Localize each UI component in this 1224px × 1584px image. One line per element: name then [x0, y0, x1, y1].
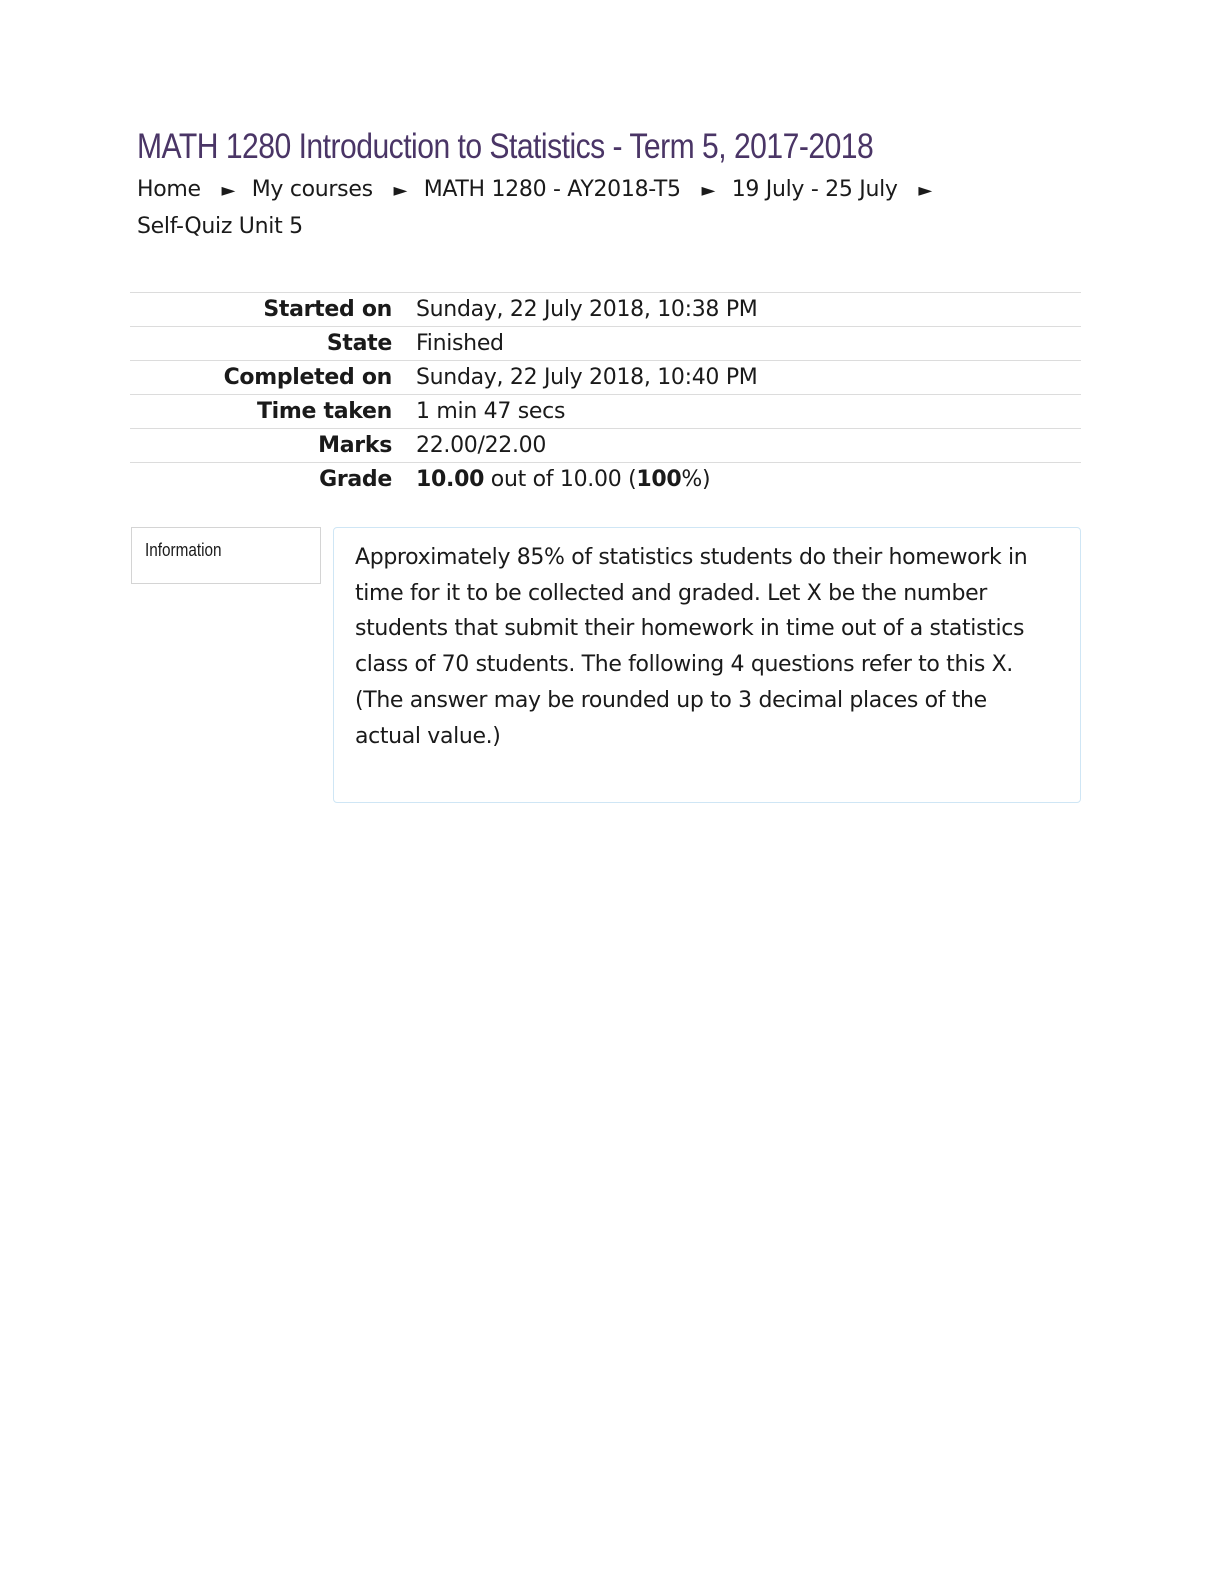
breadcrumb-quiz-link[interactable]: Self-Quiz Unit 5 — [137, 214, 303, 239]
breadcrumb-separator-icon: ► — [393, 180, 407, 201]
state-label: State — [326, 331, 392, 356]
grade-suffix: %) — [681, 467, 711, 493]
grade-score: 10.00 — [416, 467, 485, 493]
grade-percent: 100 — [636, 467, 682, 493]
breadcrumb-course-link[interactable]: MATH 1280 - AY2018-T5 — [423, 177, 681, 202]
summary-row-started-on — [130, 293, 1081, 327]
summary-row-completed-on — [130, 361, 1081, 395]
grade-out-of: out of 10.00 ( — [484, 467, 637, 493]
completed-on-label: Completed on — [223, 365, 392, 390]
quiz-summary-table — [130, 292, 1081, 497]
marks-value: 22.00/22.00 — [416, 433, 547, 458]
marks-label: Marks — [318, 433, 392, 458]
information-label: Information — [145, 540, 222, 560]
information-content-box — [333, 527, 1081, 803]
completed-on-value: Sunday, 22 July 2018, 10:40 PM — [416, 365, 758, 390]
summary-row-state — [130, 327, 1081, 361]
breadcrumb-my-courses-link[interactable]: My courses — [251, 177, 373, 202]
breadcrumb-separator-icon: ► — [701, 180, 715, 201]
summary-row-time-taken — [130, 395, 1081, 429]
breadcrumb — [137, 172, 957, 245]
summary-row-marks — [130, 429, 1081, 463]
breadcrumb-home-link[interactable]: Home — [137, 177, 201, 202]
breadcrumb-separator-icon: ► — [918, 180, 932, 201]
grade-label: Grade — [319, 467, 392, 493]
state-value: Finished — [416, 331, 504, 356]
started-on-label: Started on — [263, 297, 392, 322]
time-taken-label: Time taken — [256, 399, 392, 424]
breadcrumb-week-link[interactable]: 19 July - 25 July — [731, 177, 898, 202]
time-taken-value: 1 min 47 secs — [416, 399, 566, 424]
summary-row-grade — [130, 463, 1081, 497]
grade-value — [404, 463, 1081, 497]
information-label-box — [131, 527, 321, 584]
started-on-value: Sunday, 22 July 2018, 10:38 PM — [416, 297, 758, 322]
information-text: Approximately 85% of statistics students do their homework in time for it to be collected and graded. Let X be the number students that submit their homework in time out of a statistics class of 70 students. The following 4 questions refer to this X. (The answer may be rounded up to 3 decimal places of the actual value.) — [355, 545, 1028, 749]
breadcrumb-separator-icon: ► — [221, 180, 236, 201]
page-title: MATH 1280 Introduction to Statistics - Term 5, 2017-2018 — [137, 127, 874, 166]
